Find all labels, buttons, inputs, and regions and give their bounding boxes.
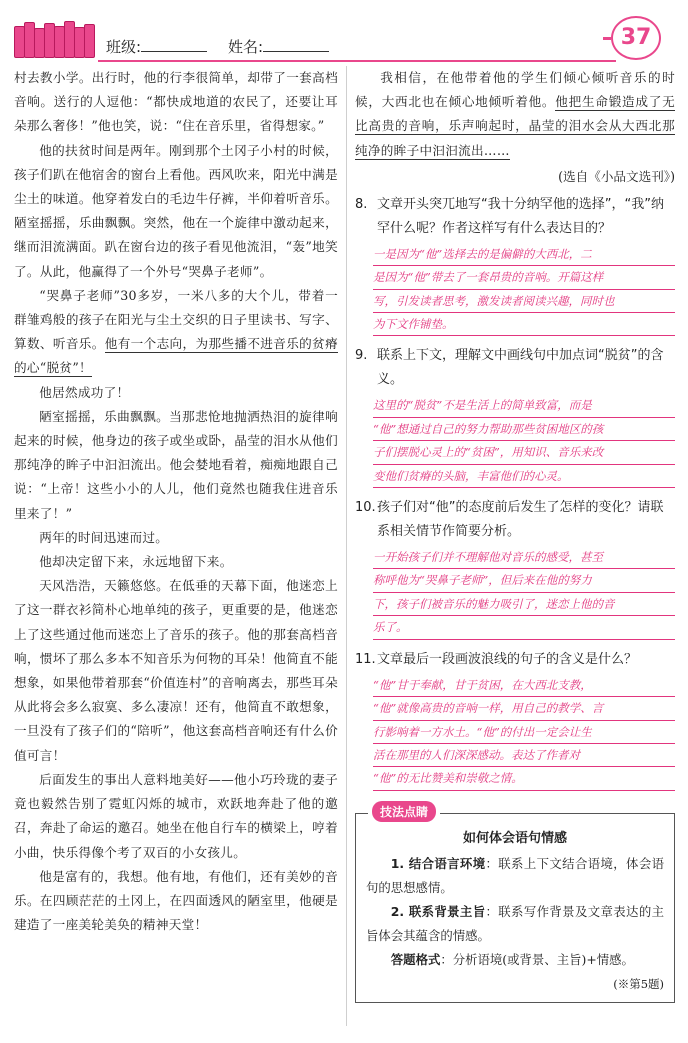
question-number: 9. [355, 348, 368, 364]
tips-box [355, 804, 675, 1003]
question-number: 11. [355, 651, 376, 667]
name-label: 姓名: [228, 38, 264, 56]
answer-line: “他”想通过自己的努力帮助那些贫困地区的孩 [373, 418, 675, 441]
passage-paragraph: 他是富有的，我想。他有地，有他们，还有美妙的音乐。在四顾茫茫的土冈上，在四面透风的陋室里，他硬是建造了一座美轮美奂的精神天堂！ [14, 868, 338, 933]
answer-11[interactable] [373, 674, 675, 791]
column-divider [346, 66, 347, 1026]
tips-note: (※第5题) [613, 976, 664, 991]
header-divider [98, 60, 616, 62]
page-number: 37 [611, 16, 661, 60]
passage-sentence: 我相信，在他带着他的学生们倾心倾听音乐的时候，大西北也在倾心地倾听着他。 [355, 70, 675, 110]
tips-format-text: ：分析语境(或背景、主旨)+情感。 [440, 951, 634, 967]
answer-line: 一是因为“他”选择去的是偏僻的大西北，二 [373, 243, 675, 266]
tips-format-label: 答题格式 [390, 951, 441, 967]
question-number: 8. [355, 196, 368, 212]
passage-paragraph: 陋室摇摇，乐曲飘飘。当那悲怆地抛洒热泪的旋律响起来的时候，他身边的孩子或坐或卧，晶莹的泪水从他们那纯净的眸子中汩汩流出。他会婪地看着，痴痴地跟自己说：“上帝！这些小小的人儿，他们竟然也随我住进音乐里来了！” [14, 408, 338, 521]
answer-line: 一开始孩子们并不理解他对音乐的感受，甚至 [373, 546, 675, 569]
question-text: 文章开头突兀地写“我十分纳罕他的选择”，“我”纳罕什么呢？作者这样写有什么表达目的？ [377, 196, 664, 236]
underlined-sentence: 他有一个志向，为那些播不进音乐的贫瘠的心“脱贫”！ [14, 336, 338, 376]
question-8 [355, 193, 675, 241]
tips-tag [368, 801, 440, 822]
name-blank[interactable] [263, 37, 329, 52]
passage-paragraph: 天风浩浩，天籁悠悠。在低垂的天幕下面，他迷恋上了这一群衣衫简朴心地单纯的孩子，更重要的是，他迷恋上了这些通过他而迷恋上了音乐的孩子。他的那套高档音响，惯坏了那么多本不知音乐为何物的耳朵！他简直不能想象，如果他带着那套“价值连村”的音响离去，那些耳朵从此将会多么寂寞、多么凄凉！还有，他简直不敢想象，一旦没有了孩子们的“陪听”，他这套高档音响还有什么价值可言！ [14, 578, 338, 763]
tips-title: 如何体会语句情感 [462, 830, 567, 846]
passage-paragraph: 两年的时间迅速而过。 [39, 529, 169, 545]
answer-line: 活在那里的人们深深感动。表达了作者对 [373, 744, 675, 767]
question-number: 10. [355, 500, 376, 516]
tips-item-text: ：联系上下文结合语境，体会语句的思想感情。 [366, 855, 664, 895]
answer-line: 变他们贫瘠的头脑，丰富他们的心灵。 [373, 465, 675, 488]
passage-paragraph: 他的扶贫时间是两年。刚到那个土冈子小村的时候，孩子们趴在他宿舍的窗台上看他。西风吹来，阳光中满是尘土的味道。他穿着发白的毛边牛仔裤，半仰着听音乐。陋室摇摇，乐曲飘飘。突然，他在一个旋律中激动起来，继而泪流满面。趴在窗台边的孩子看见他流泪，“轰”地笑了。从此，他赢得了一个外号“哭鼻子老师”。 [14, 142, 338, 279]
answer-8[interactable] [373, 243, 675, 337]
passage-paragraph: 后面发生的事出人意料地美好——他小巧玲珑的妻子竟也毅然告别了霓虹闪烁的城市，欢跃地奔赴了他的邀召，奔赴了命运的邀召。她坐在他自行车的横梁上，哼着小曲，快乐得像个考了双百的小女孩儿。 [14, 771, 338, 860]
tips-item-2 [366, 900, 664, 948]
reading-passage-right [355, 66, 675, 1003]
answer-9[interactable] [373, 394, 675, 488]
reading-passage-left [14, 66, 338, 937]
tips-item-label: 2. 联系背景主旨 [390, 903, 486, 919]
passage-paragraph: 村去教小学。出行时，他的行李很简单，却带了一套高档音响。送行的人逗他：“都快成地道的农民了，还要让耳朵那么奢侈！”他也笑，说：“住在音乐里，省得想家。” [14, 70, 338, 134]
tips-tag-label: 技法点睛 [372, 801, 436, 822]
passage-paragraph: 他却决定留下来，永远地留下来。 [39, 554, 233, 570]
answer-10[interactable] [373, 546, 675, 640]
source-citation: (选自《小品文选刊》) [558, 168, 675, 184]
wavy-underlined-sentence: 他把生命锻造成了无比高贵的音响，乐声响起时，晶莹的泪水会从大西北那纯净的眸子中汩汩流出…… [355, 94, 676, 158]
answer-line: 是因为“他”带去了一套昂贵的音响。开篇这样 [373, 266, 675, 289]
answer-line: 这里的“脱贫”不是生活上的简单致富，而是 [373, 394, 675, 417]
answer-line: 下，孩子们被音乐的魅力吸引了，迷恋上他的音 [373, 593, 675, 616]
name-field [228, 36, 329, 57]
answer-line: “他”甘于奉献，甘于贫困，在大西北支教， [373, 674, 675, 697]
passage-paragraph: 他居然成功了！ [39, 384, 130, 400]
question-text: 孩子们对“他”的态度前后发生了怎样的变化？请联系相关情节作简要分析。 [377, 500, 664, 540]
tips-item-text: ：联系写作背景及文章表达的主旨体会其蕴含的情感。 [366, 903, 664, 943]
question-text: 文章最后一段画波浪线的句子的含义是什么？ [377, 651, 638, 667]
question-10 [355, 496, 675, 544]
page-header [0, 0, 688, 62]
passage-sentence: “哭鼻子老师”30多岁，一米八多的大个儿，带着一群雏鸡般的孩子在阳光与尘土交织的日子里读书、写字、算数、听音乐。 [14, 287, 338, 352]
answer-line: 子们摆脱心灵上的“贫困”，用知识、音乐来改 [373, 441, 675, 464]
books-logo-icon [14, 22, 94, 58]
class-blank[interactable] [141, 37, 207, 52]
tips-item-label: 1. 结合语言环境 [390, 855, 486, 871]
question-11 [355, 648, 675, 672]
answer-line: 称呼他为“哭鼻子老师”，但后来在他的努力 [373, 569, 675, 592]
passage-paragraph [355, 66, 675, 163]
answer-line: 行影响着一方水土。“他”的付出一定会让生 [373, 721, 675, 744]
answer-line: 写，引发读者思考，激发读者阅读兴趣，同时也 [373, 290, 675, 313]
question-text: 联系上下文，理解文中画线句中加点词“脱贫”的含义。 [377, 348, 664, 388]
answer-line: 乐了。 [373, 616, 675, 639]
tips-item-1 [366, 852, 664, 900]
answer-line: “他”就像高贵的音响一样，用自己的教学、言 [373, 697, 675, 720]
answer-line: 为下文作铺垫。 [373, 313, 675, 336]
answer-line: “他”的无比赞美和崇敬之情。 [373, 767, 675, 790]
passage-paragraph [14, 284, 338, 381]
class-label: 班级: [106, 38, 142, 56]
class-field [106, 36, 207, 57]
question-9 [355, 344, 675, 392]
tips-format [366, 948, 664, 972]
